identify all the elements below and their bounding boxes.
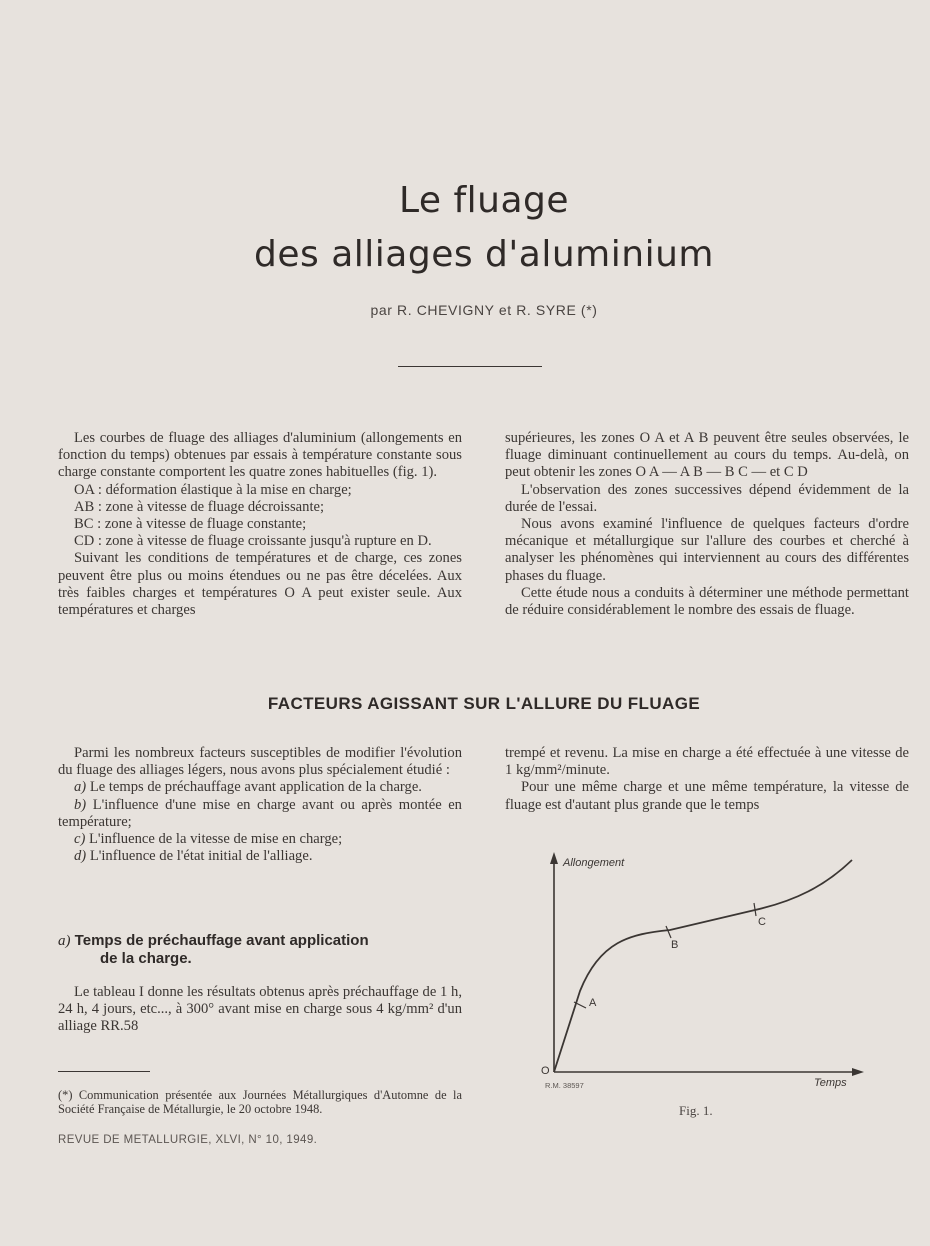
creep-curve-figure <box>530 846 875 1096</box>
factors-left-column <box>58 745 462 865</box>
subsection-body <box>58 984 462 1036</box>
zone-cd: CD : zone à vitesse de fluage croissante jusqu'à rupture en D. <box>74 533 432 550</box>
title-line-2: des alliages d'aluminium <box>254 234 714 275</box>
factor-a-text: Le temps de préchauffage avant application de la charge. <box>89 779 422 796</box>
intro-right-paragraph-4: Cette étude nous a conduits à déterminer une méthode permettant de réduire considérablement le nombre des essais de fluage. <box>505 584 909 619</box>
zone-ab: AB : zone à vitesse de fluage décroissante; <box>74 498 325 515</box>
section-heading: FACTEURS AGISSANT SUR L'ALLURE DU FLUAGE <box>267 694 701 713</box>
x-axis-arrow <box>852 1068 864 1076</box>
point-b-label: B <box>671 939 679 951</box>
factor-c-text: L'influence de la vitesse de mise en charge; <box>89 831 343 848</box>
figure-caption: Fig. 1. <box>679 1103 713 1118</box>
factor-a-label: a) <box>74 779 87 796</box>
factor-a <box>58 779 462 796</box>
y-axis-arrow <box>550 852 558 864</box>
footnote-divider <box>58 1071 150 1072</box>
title-line-1: Le fluage <box>398 180 570 221</box>
creep-curve <box>554 860 852 1072</box>
subsection-label: a) <box>58 933 71 949</box>
byline: par R. CHEVIGNY et R. SYRE (*) <box>370 302 598 318</box>
factor-b <box>58 797 462 831</box>
origin-label: O <box>541 1065 550 1077</box>
factor-d-label: d) <box>74 848 87 865</box>
intro-right-paragraph-1: supérieures, les zones O A et A B peuvent être seules observées, le fluage diminuant continuellement au cours du temps. Au-delà, on peut obtenir les zones O A — A B — B C — et C D <box>505 430 909 481</box>
zone-oa: OA : déformation élastique à la mise en charge; <box>74 481 352 498</box>
figure-ref-code: R.M. 38597 <box>545 1081 584 1090</box>
factors-right-paragraph-2: Pour une même charge et une même température, la vitesse de fluage est d'autant plus grande que le temps <box>505 779 909 813</box>
intro-paragraph-1: Les courbes de fluage des alliages d'aluminium (allongements en fonction du temps) obtenues par essais à température constante sous charge constante comportent les quatre zones habituelles (fig. 1). <box>58 430 462 481</box>
intro-paragraph-2: Suivant les conditions de températures et de charge, ces zones peuvent être plus ou moins étendues ou ne pas être décelées. Aux très faibles charges et températures O A peut exister seule. Aux températures et charges <box>58 550 462 619</box>
title-divider <box>398 366 542 367</box>
intro-right-column <box>505 430 909 619</box>
journal-reference: REVUE DE METALLURGIE, XLVI, N° 10, 1949. <box>58 1134 318 1146</box>
intro-left-column <box>58 430 462 619</box>
factor-d-text: L'influence de l'état initial de l'alliage. <box>89 848 313 865</box>
subsection-line-1: Temps de préchauffage avant application <box>74 932 369 949</box>
x-axis-label: Temps <box>814 1077 847 1089</box>
factor-c-label: c) <box>74 831 86 848</box>
factors-intro: Parmi les nombreux facteurs susceptibles de modifier l'évolution du fluage des alliages légers, nous avons plus spécialement étudié : <box>58 745 462 779</box>
factor-d <box>58 848 462 865</box>
point-a-label: A <box>589 997 597 1009</box>
factor-c <box>58 831 462 848</box>
point-c-label: C <box>758 916 766 928</box>
intro-right-paragraph-2: L'observation des zones successives dépend évidemment de la durée de l'essai. <box>505 481 909 515</box>
footnote: (*) Communication présentée aux Journées Métallurgiques d'Automne de la Société Française de Métallurgie, le 20 octobre 1948. <box>58 1088 462 1116</box>
factors-right-column <box>505 745 909 814</box>
zone-bc: BC : zone à vitesse de fluage constante; <box>74 516 307 533</box>
factor-b-text: L'influence d'une mise en charge avant ou après montée en température; <box>58 796 462 830</box>
factor-b-label: b) <box>74 796 87 813</box>
subsection-paragraph: Le tableau I donne les résultats obtenus après préchauffage de 1 h, 24 h, 4 jours, etc..., à 300° avant mise en charge sous 4 kg/mm² d'un alliage RR.58 <box>58 984 462 1035</box>
factors-right-paragraph-1: trempé et revenu. La mise en charge a été effectuée à une vitesse de 1 kg/mm²/minute. <box>505 745 909 779</box>
subsection-heading <box>58 932 462 968</box>
intro-right-paragraph-3: Nous avons examiné l'influence de quelques facteurs d'ordre mécanique et métallurgique sur l'allure des courbes et cherché à analyser les phénomènes qui interviennent au cours des différentes phases du fluage. <box>505 516 909 584</box>
subsection-line-2: de la charge. <box>100 950 192 967</box>
y-axis-label: Allongement <box>563 857 625 869</box>
tick-b <box>666 926 671 938</box>
